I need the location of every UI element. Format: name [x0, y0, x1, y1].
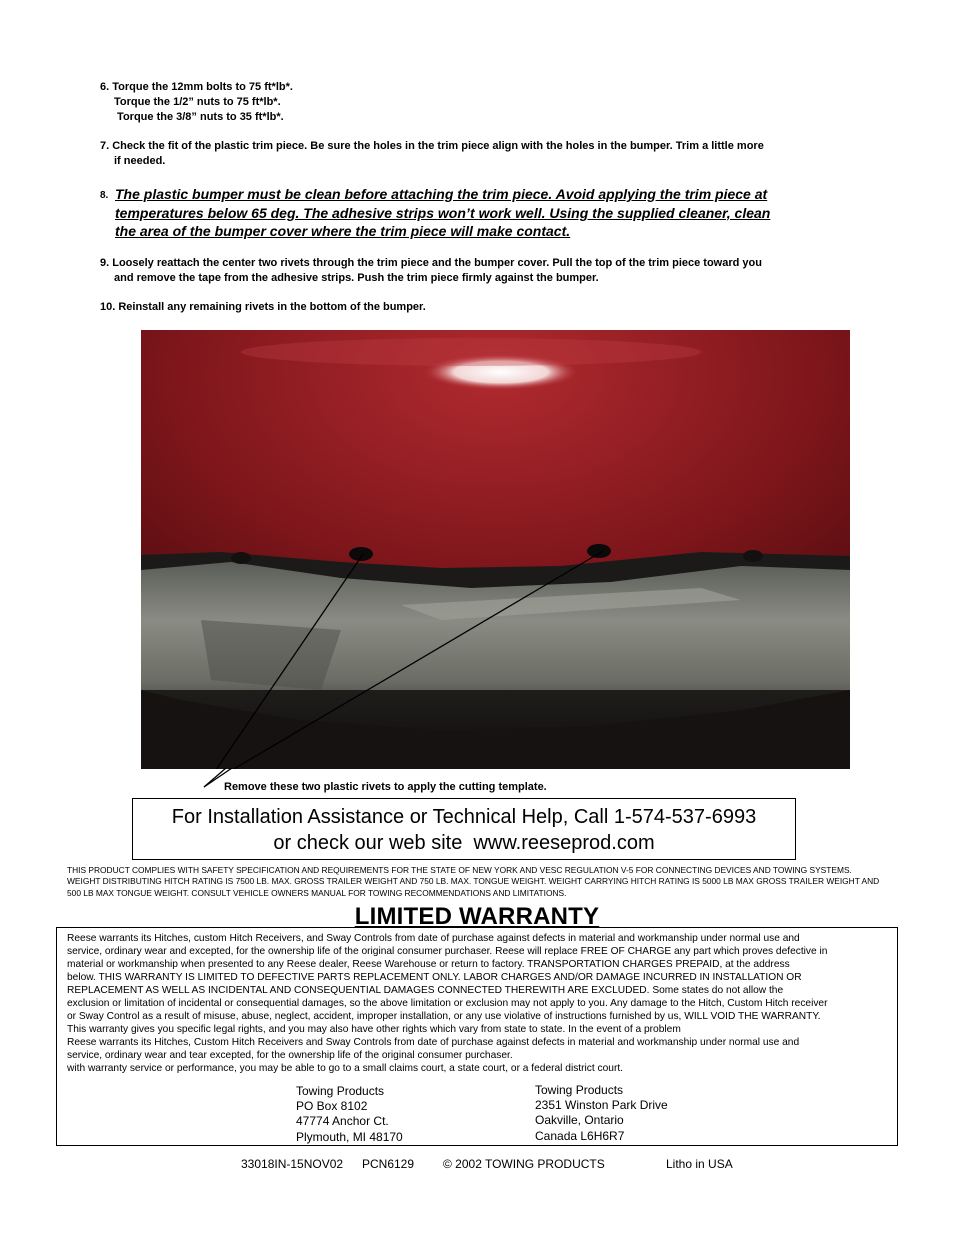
warranty-line: exclusion or limitation of incidental or consequential damages, so the above limitation or exclusion may not apply to you. Any damage to the Hitch, Custom Hitch receiver [67, 998, 828, 1009]
warranty-line: Reese warrants its Hitches, custom Hitch Receivers, and Sway Controls from date of purchase against defects in material and workmanship under normal use and [67, 933, 800, 944]
warranty-text [67, 932, 891, 1075]
help-website: or check our web site www.reeseprod.com [273, 832, 655, 854]
address-line: Oakville, Ontario [535, 1113, 624, 1128]
warranty-line: with warranty service or performance, you may be able to go to a small claims court, a state court, or a federal district court. [67, 1063, 624, 1074]
address-line: Canada L6H6R7 [535, 1128, 625, 1143]
step-7 [100, 139, 764, 169]
compliance-text: THIS PRODUCT COMPLIES WITH SAFETY SPECIFICATION AND REQUIREMENTS FOR THE STATE OF NEW YORK AND VESC REGULATION V-5 FOR CONNECTING DEVICES AND TOWING SYSTEMS. WEIGHT DISTRIBUTING HITCH RATING IS 7500 LB. MAX. GROSS TRAILER WEIGHT AND 750 LB. MAX. TONGUE WEIGHT. WEIGHT CARRYING HITCH RATING IS 5000 LB MAX GROSS TRAILER WEIGHT AND 500 LB MAX TONGUE WEIGHT. CONSULT VEHICLE OWNERS MANUAL FOR TOWING RECOMMENDATIONS AND LIMITATIONS. [67, 865, 880, 898]
step-9-line: and remove the tape from the adhesive strips. Push the trim piece firmly against the bumper. [114, 272, 599, 284]
address-canada [535, 1083, 668, 1144]
address-line: Plymouth, MI 48170 [296, 1129, 403, 1144]
step-6-line: Torque the 3/8” nuts to 35 ft*lb*. [114, 111, 284, 123]
footer-pcn: PCN6129 [362, 1157, 415, 1171]
warranty-line: This warranty gives you specific legal rights, and you may also have other rights which vary from state to state. In the event of a problem [67, 1024, 681, 1035]
step-6-line: 6. Torque the 12mm bolts to 75 ft*lb*. [100, 81, 293, 93]
address-line: Towing Products [535, 1083, 624, 1097]
warranty-line: below. THIS WARRANTY IS LIMITED TO DEFECTIVE PARTS REPLACEMENT ONLY. LABOR CHARGES AND/OR DAMAGE INCURRED IN INSTALLATION OR [67, 972, 802, 983]
address-line: 2351 Winston Park Drive [535, 1098, 668, 1113]
help-phone: For Installation Assistance or Technical Help, Call 1-574-537-6993 [171, 806, 757, 828]
footer-copyright: © 2002 TOWING PRODUCTS [443, 1157, 605, 1171]
step-9-line: 9. Loosely reattach the center two rivets through the trim piece and the bumper cover. Pull the top of the trim piece toward you [100, 257, 762, 269]
step-8-number: 8. [100, 190, 109, 201]
step-7-line: if needed. [114, 155, 166, 167]
footer-code: 33018IN-15NOV02 [241, 1157, 344, 1171]
step-9 [100, 256, 762, 286]
warranty-line: Reese warrants its Hitches, Custom Hitch Receivers and Sway Controls from date of purchase against defects in material and workmanship under normal use and [67, 1037, 800, 1048]
step-8-line: temperatures below 65 deg. The adhesive strips won’t work well. Using the supplied cleaner, clean [115, 204, 771, 221]
help-box [132, 798, 796, 860]
address-line: Towing Products [296, 1084, 385, 1098]
step-6-line: Torque the 1/2” nuts to 75 ft*lb*. [114, 96, 281, 108]
step-8-warning [115, 185, 770, 241]
warranty-line: or Sway Control as a result of misuse, abuse, neglect, accident, improper installation, or any use violative of instructions furnished by us, WILL VOID THE WARRANTY. [67, 1011, 821, 1022]
photo-caption: Remove these two plastic rivets to apply the cutting template. [224, 781, 547, 793]
step-10: 10. Reinstall any remaining rivets in the bottom of the bumper. [100, 301, 426, 313]
step-8-line: The plastic bumper must be clean before attaching the trim piece. Avoid applying the trim piece at [115, 186, 768, 202]
warranty-title: LIMITED WARRANTY [354, 903, 600, 930]
warranty-line: service, ordinary wear and tear excepted, for the ownership life of the original consumer purchaser. [67, 1050, 513, 1061]
bumper-photo [141, 330, 850, 769]
address-us [296, 1084, 403, 1145]
step-6 [100, 80, 293, 125]
footer-litho: Litho in USA [666, 1157, 733, 1171]
step-7-line: 7. Check the fit of the plastic trim piece. Be sure the holes in the trim piece align with the holes in the bumper. Trim a little more [100, 140, 764, 152]
bumper-photo-illustration [141, 330, 850, 769]
step-8-line: the area of the bumper cover where the trim piece will make contact. [115, 223, 571, 239]
warranty-line: service, ordinary wear and excepted, for the ownership life of the original consumer purchaser. Reese will replace FREE OF CHARGE any part which proves defective in [67, 946, 828, 957]
warranty-line: material or workmanship when presented to any Reese dealer, Reese Warehouse or return to factory. TRANSPORTATION CHARGES PREPAID, at the address [67, 959, 790, 970]
address-line: 47774 Anchor Ct. [296, 1114, 389, 1129]
warranty-line: REPLACEMENT AS WELL AS INCIDENTAL AND CONSEQUENTIAL DAMAGES CONNECTED THEREWITH ARE EXCLUDED. Some states do not allow the [67, 985, 784, 996]
address-line: PO Box 8102 [296, 1099, 368, 1114]
